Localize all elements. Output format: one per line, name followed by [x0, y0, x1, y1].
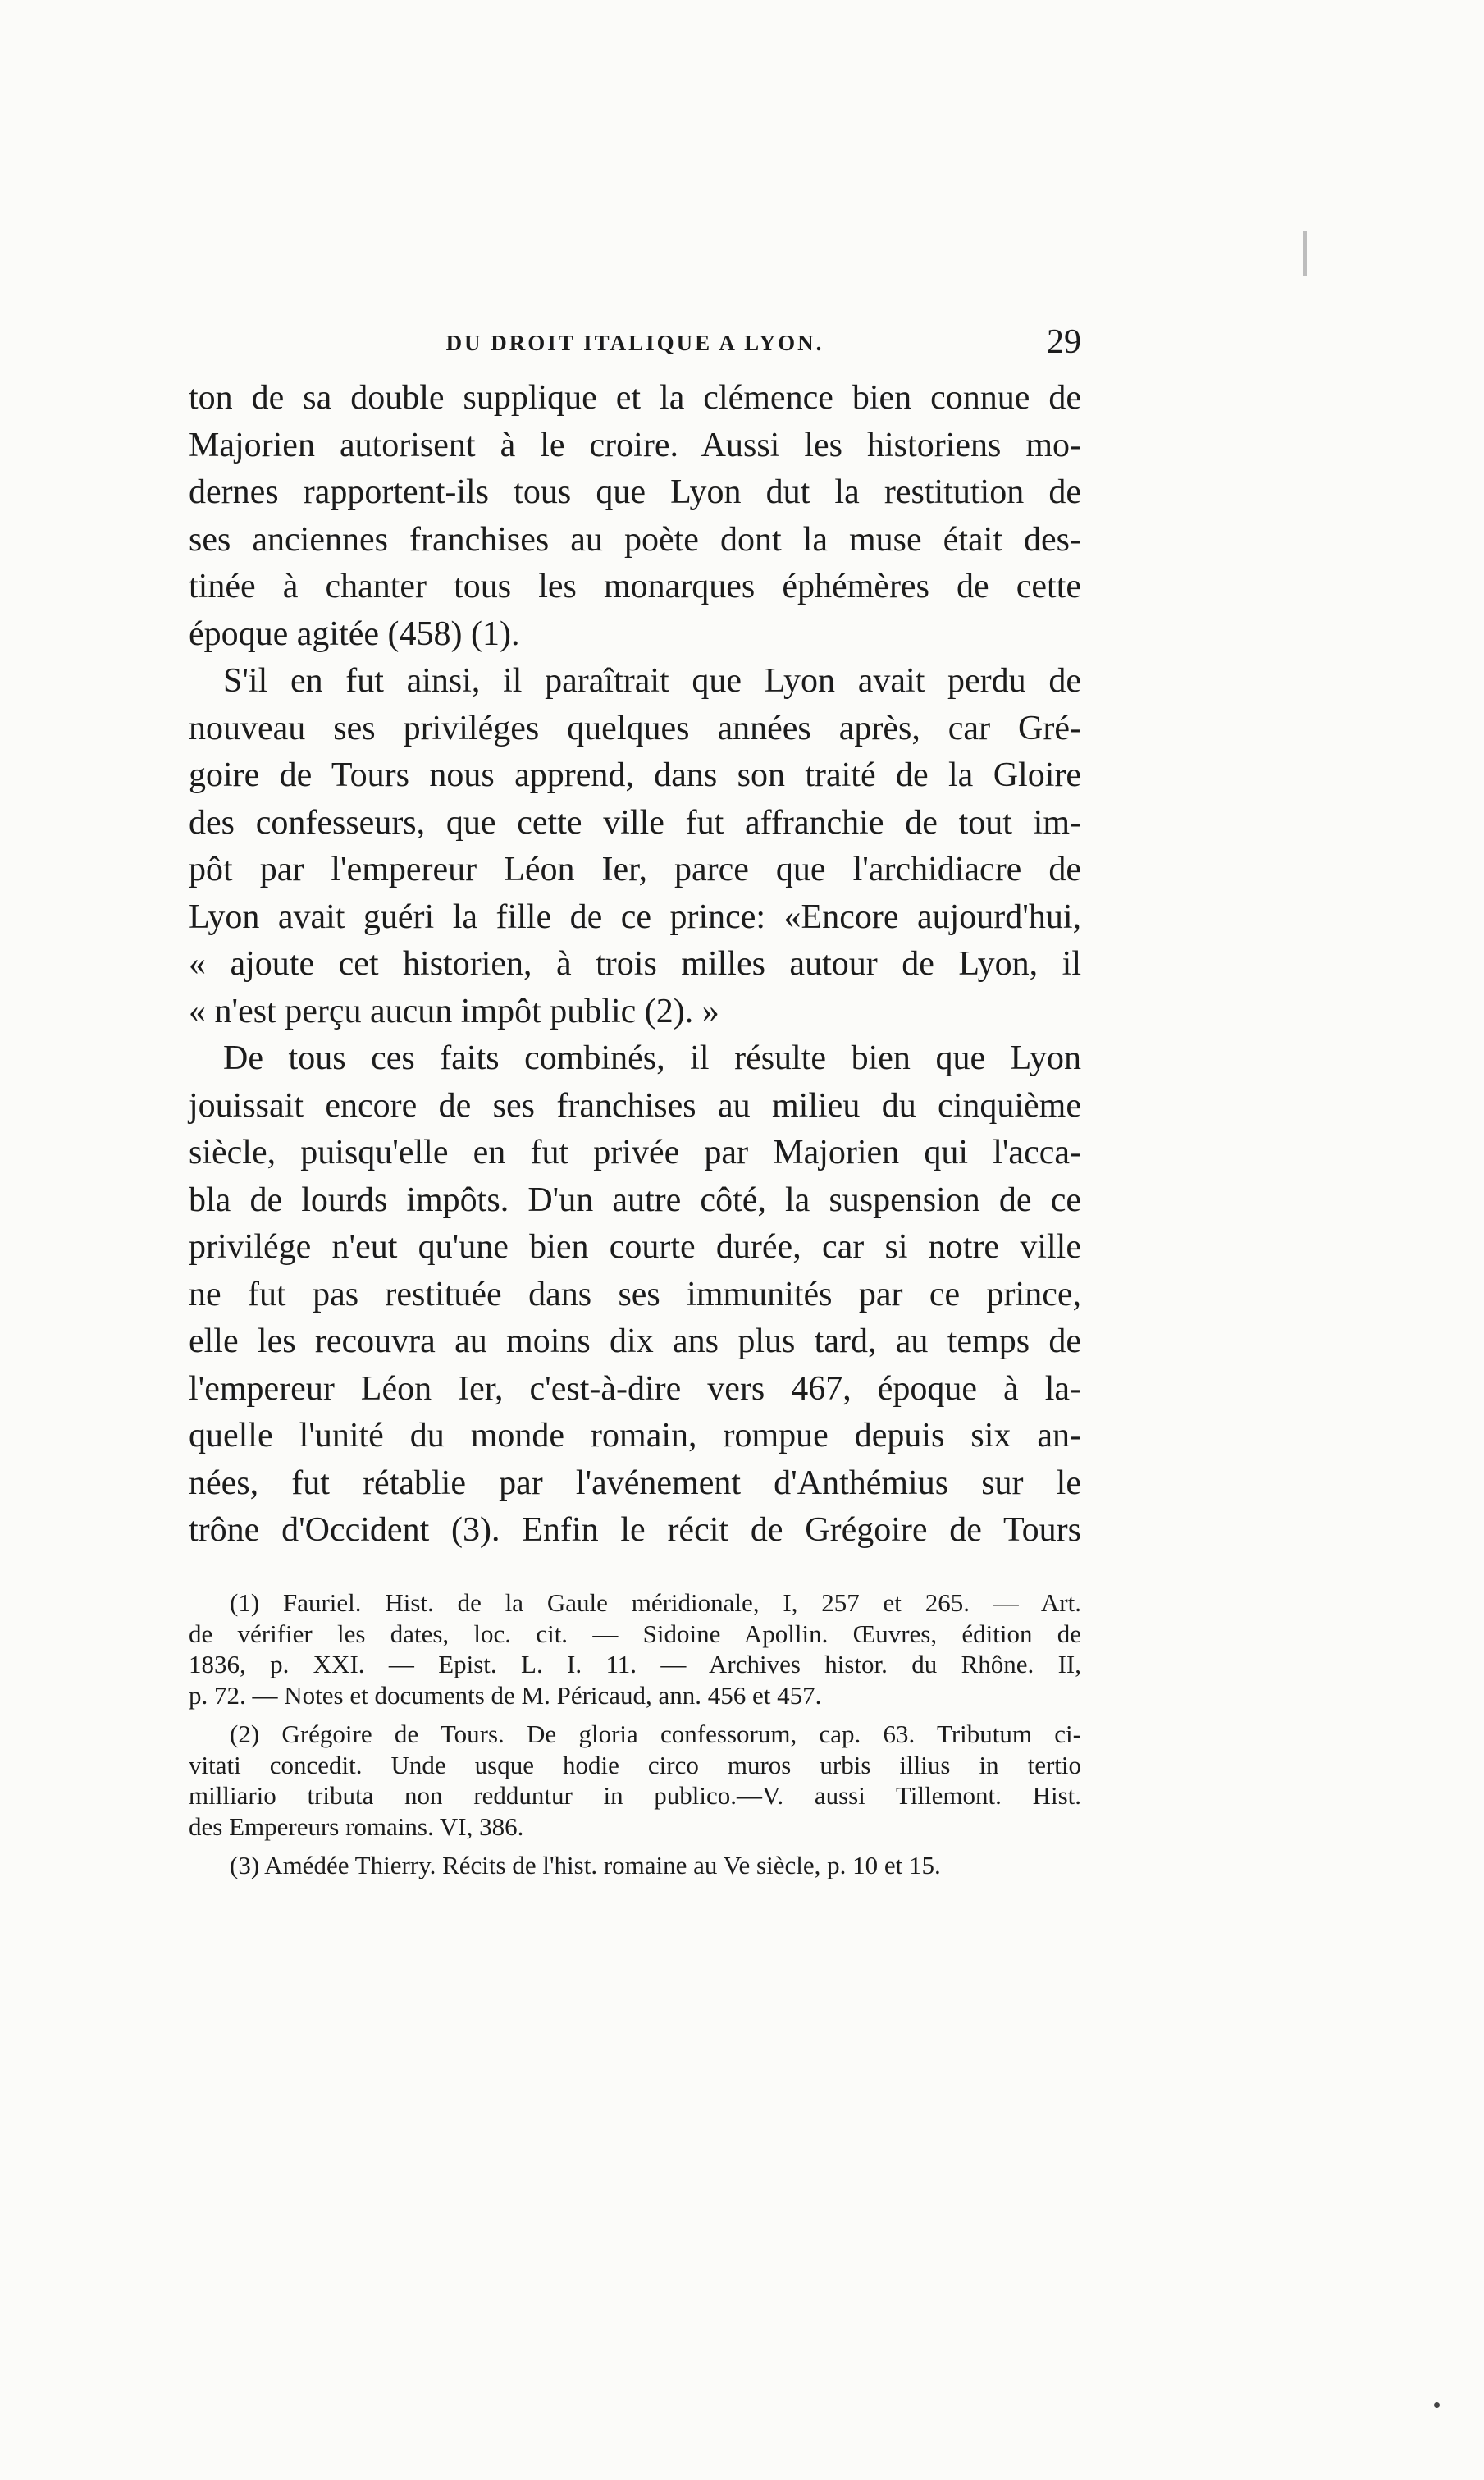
- text-line: ne fut pas restituée dans ses immunités par ce prince,: [189, 1275, 1081, 1313]
- text-line: siècle, puisqu'elle en fut privée par Majorien qui l'acca-: [189, 1134, 1081, 1171]
- text-line: pôt par l'empereur Léon Ier, parce que l'archidiacre de: [189, 851, 1081, 888]
- text-line: De tous ces faits combinés, il résulte bien que Lyon: [223, 1039, 1081, 1077]
- text-line: l'empereur Léon Ier, c'est-à-dire vers 467, époque à la-: [189, 1369, 1081, 1408]
- page-edge-smudge: [1303, 231, 1307, 276]
- footnote-line: (3) Amédée Thierry. Récits de l'hist. romaine au Ve siècle, p. 10 et 15.: [230, 1851, 941, 1879]
- footnote-gap: [189, 1710, 1081, 1719]
- text-line: nouveau ses priviléges quelques années après, car Gré-: [189, 709, 1081, 747]
- footnote-line: des Empereurs romains. VI, 386.: [189, 1811, 524, 1841]
- footnote-3: [189, 1850, 1081, 1881]
- text-line: nées, fut rétablie par l'avénement d'Anthémius sur le: [189, 1464, 1081, 1502]
- text-line: bla de lourds impôts. D'un autre côté, la suspension de ce: [189, 1181, 1081, 1219]
- footnote-line: (2) Grégoire de Tours. De gloria confessorum, cap. 63. Tributum ci-: [230, 1720, 1081, 1748]
- text-line: privilége n'eut qu'une bien courte durée, car si notre ville: [189, 1228, 1081, 1266]
- text-line: ton de sa double supplique et la clémence bien connue de: [189, 379, 1081, 417]
- footnotes: [189, 1587, 1081, 1881]
- body-text: [189, 375, 1081, 1555]
- footnote-line: milliario tributa non redduntur in publico.—V. aussi Tillemont. Hist.: [189, 1781, 1081, 1810]
- text-line: Majorien autorisent à le croire. Aussi les historiens mo-: [189, 426, 1081, 464]
- ink-speck: [1434, 2402, 1440, 2408]
- text-line: tinée à chanter tous les monarques éphémères de cette: [189, 568, 1081, 605]
- text-line: trône d'Occident (3). Enfin le récit de Grégoire de Tours: [189, 1511, 1081, 1549]
- footnote-line: 1836, p. XXI. — Epist. L. I. 11. — Archives histor. du Rhône. II,: [189, 1650, 1081, 1678]
- footnote-line: p. 72. — Notes et documents de M. Péricaud, ann. 456 et 457.: [189, 1680, 822, 1710]
- page-number: 29: [1047, 323, 1081, 361]
- text-line: Lyon avait guéri la fille de ce prince: «Encore aujourd'hui,: [189, 897, 1081, 936]
- footnote-line: (1) Fauriel. Hist. de la Gaule méridionale, I, 257 et 265. — Art.: [230, 1588, 1081, 1617]
- text-line: « n'est perçu aucun impôt public (2). »: [189, 992, 719, 1030]
- footnote-line: de vérifier les dates, loc. cit. — Sidoine Apollin. Œuvres, édition de: [189, 1619, 1081, 1648]
- text-line: époque agitée (458) (1).: [189, 614, 520, 653]
- text-line: quelle l'unité du monde romain, rompue depuis six an-: [189, 1417, 1081, 1455]
- text-line: S'il en fut ainsi, il paraîtrait que Lyon avait perdu de: [223, 662, 1081, 700]
- running-title: DU DROIT ITALIQUE A LYON.: [445, 331, 824, 355]
- page-header: [189, 322, 1081, 372]
- text-line: dernes rapportent-ils tous que Lyon dut la restitution de: [189, 473, 1081, 511]
- text-line: elle les recouvra au moins dix ans plus tard, au temps de: [189, 1322, 1081, 1360]
- text-line: ses anciennes franchises au poète dont la muse était des-: [189, 520, 1081, 559]
- footnote-2: [189, 1719, 1081, 1842]
- footnote-1: [189, 1587, 1081, 1710]
- footnote-gap: [189, 1842, 1081, 1850]
- text-line: jouissait encore de ses franchises au milieu du cinquième: [189, 1086, 1081, 1125]
- footnote-line: vitati concedit. Unde usque hodie circo muros urbis illius in tertio: [189, 1750, 1081, 1779]
- text-line: « ajoute cet historien, à trois milles autour de Lyon, il: [189, 945, 1081, 983]
- text-line: goire de Tours nous apprend, dans son traité de la Gloire: [189, 756, 1081, 794]
- text-line: des confesseurs, que cette ville fut affranchie de tout im-: [189, 803, 1081, 842]
